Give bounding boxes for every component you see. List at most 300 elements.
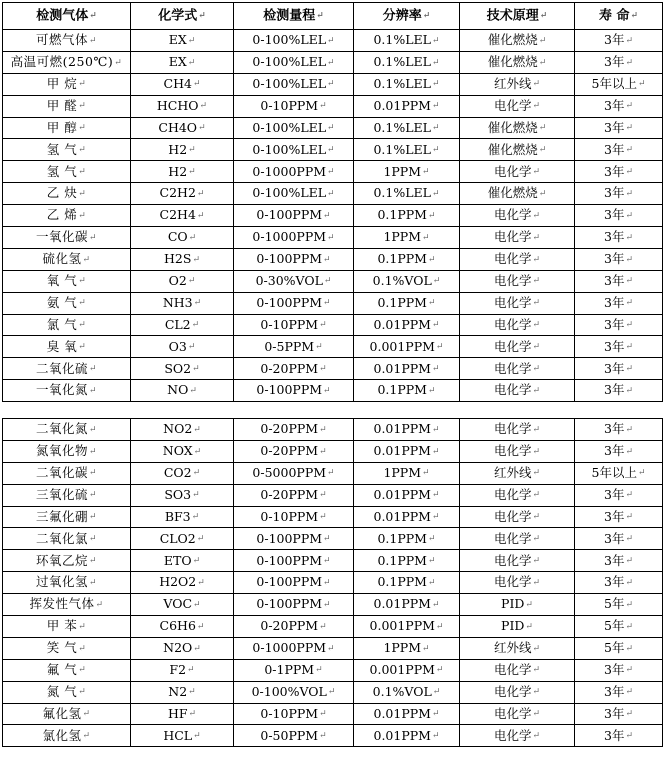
formula-cell — [131, 161, 234, 183]
lifespan-text: 3年 — [604, 508, 625, 524]
principle-text: 电化学 — [493, 486, 532, 502]
paragraph-mark-icon: ↵ — [196, 621, 205, 632]
principle-cell — [460, 440, 575, 462]
paragraph-mark-icon: ↵ — [525, 599, 533, 610]
paragraph-mark-icon: ↵ — [327, 123, 335, 134]
lifespan-cell — [575, 183, 663, 205]
gas-name-text: 环氧乙烷 — [35, 552, 88, 568]
range-cell — [234, 703, 354, 725]
paragraph-mark-icon: ↵ — [319, 621, 327, 632]
principle-text: 催化燃烧 — [487, 141, 538, 157]
paragraph-mark-icon: ↵ — [532, 468, 541, 479]
resolution-text: 0.1PPM — [377, 251, 427, 267]
range-text: 0-100%LEL — [252, 185, 327, 201]
paragraph-mark-icon: ↵ — [327, 468, 335, 479]
paragraph-mark-icon: ↵ — [192, 556, 201, 567]
paragraph-mark-icon: ↵ — [431, 490, 440, 501]
resolution-text: 0.1%LEL — [373, 141, 431, 157]
paragraph-mark-icon: ↵ — [193, 599, 201, 610]
range-text: 0-100PPM — [256, 294, 323, 310]
table-row — [3, 292, 663, 314]
resolution-text: 0.1%VOL — [372, 683, 432, 699]
resolution-cell — [354, 358, 460, 380]
formula-text: CLO2 — [159, 530, 196, 546]
paragraph-mark-icon: ↵ — [625, 424, 633, 435]
paragraph-mark-icon: ↵ — [625, 621, 633, 632]
resolution-cell — [354, 248, 460, 270]
table-row — [3, 51, 663, 73]
lifespan-text: 3年 — [604, 443, 625, 459]
paragraph-mark-icon: ↵ — [88, 424, 98, 435]
paragraph-mark-icon: ↵ — [316, 10, 324, 21]
paragraph-mark-icon: ↵ — [319, 709, 327, 720]
lifespan-cell — [575, 95, 663, 117]
table-row — [3, 248, 663, 270]
principle-text: 电化学 — [493, 294, 532, 310]
paragraph-mark-icon: ↵ — [188, 687, 196, 698]
paragraph-mark-icon: ↵ — [188, 709, 197, 720]
resolution-text: 0.001PPM — [369, 338, 435, 354]
lifespan-text: 3年 — [604, 32, 625, 48]
range-text: 0-10PPM — [260, 508, 319, 524]
gas-name-text: 氢 气 — [46, 141, 78, 157]
paragraph-mark-icon: ↵ — [625, 709, 633, 720]
gas-name-cell — [3, 205, 131, 227]
paragraph-mark-icon: ↵ — [88, 512, 98, 523]
formula-text: CH4O — [158, 119, 198, 135]
table-row — [3, 183, 663, 205]
paragraph-mark-icon: ↵ — [532, 385, 541, 396]
resolution-cell — [354, 51, 460, 73]
formula-text: SO3 — [164, 486, 192, 502]
paragraph-mark-icon: ↵ — [532, 687, 541, 698]
paragraph-mark-icon: ↵ — [198, 10, 206, 21]
paragraph-mark-icon: ↵ — [538, 123, 547, 134]
formula-text: H2 — [168, 141, 188, 157]
formula-cell — [131, 248, 234, 270]
paragraph-mark-icon: ↵ — [532, 643, 541, 654]
formula-cell — [131, 270, 234, 292]
principle-cell — [460, 506, 575, 528]
table-row — [3, 659, 663, 681]
paragraph-mark-icon: ↵ — [327, 35, 335, 46]
paragraph-mark-icon: ↵ — [431, 188, 440, 199]
paragraph-mark-icon: ↵ — [78, 621, 87, 632]
paragraph-mark-icon: ↵ — [637, 79, 646, 90]
range-text: 0-1000PPM — [252, 229, 327, 245]
header-range-cell — [234, 3, 354, 30]
range-cell — [234, 725, 354, 747]
table-row — [3, 30, 663, 52]
formula-text: H2O2 — [159, 574, 197, 590]
paragraph-mark-icon: ↵ — [625, 276, 633, 287]
paragraph-mark-icon: ↵ — [532, 101, 541, 112]
paragraph-mark-icon: ↵ — [192, 364, 200, 375]
paragraph-mark-icon: ↵ — [188, 167, 196, 178]
range-cell — [234, 462, 354, 484]
paragraph-mark-icon: ↵ — [532, 490, 541, 501]
resolution-cell — [354, 161, 460, 183]
principle-text: 电化学 — [493, 272, 532, 288]
resolution-cell — [354, 419, 460, 441]
paragraph-mark-icon: ↵ — [431, 709, 440, 720]
principle-text: 电化学 — [493, 382, 532, 398]
gas-name-cell — [3, 248, 131, 270]
paragraph-mark-icon: ↵ — [327, 145, 335, 156]
paragraph-mark-icon: ↵ — [625, 665, 633, 676]
lifespan-cell — [575, 248, 663, 270]
paragraph-mark-icon: ↵ — [88, 556, 98, 567]
paragraph-mark-icon: ↵ — [319, 731, 327, 742]
resolution-cell — [354, 336, 460, 358]
resolution-text: 0.1%VOL — [372, 272, 432, 288]
gas-name-cell — [3, 703, 131, 725]
paragraph-mark-icon: ↵ — [192, 254, 200, 265]
paragraph-mark-icon: ↵ — [78, 79, 87, 90]
paragraph-mark-icon: ↵ — [532, 577, 541, 588]
lifespan-text: 3年 — [604, 661, 625, 677]
lifespan-cell — [575, 380, 663, 402]
resolution-text: 0.1%LEL — [373, 75, 431, 91]
table-row — [3, 161, 663, 183]
lifespan-cell — [575, 292, 663, 314]
principle-cell — [460, 380, 575, 402]
gas-name-cell — [3, 117, 131, 139]
paragraph-mark-icon: ↵ — [88, 468, 98, 479]
gas-name-text: 甲 醛 — [46, 97, 78, 113]
formula-text: EX — [168, 54, 187, 70]
range-cell — [234, 659, 354, 681]
formula-text: VOC — [163, 596, 193, 612]
paragraph-mark-icon: ↵ — [315, 342, 323, 353]
table-row — [3, 205, 663, 227]
table-row — [3, 594, 663, 616]
lifespan-text: 3年 — [604, 705, 625, 721]
paragraph-mark-icon: ↵ — [625, 123, 633, 134]
paragraph-mark-icon: ↵ — [187, 57, 196, 68]
principle-text: 电化学 — [493, 530, 532, 546]
principle-text: 电化学 — [493, 338, 532, 354]
gas-name-cell — [3, 336, 131, 358]
lifespan-text: 3年 — [604, 316, 625, 332]
paragraph-mark-icon: ↵ — [78, 101, 87, 112]
gas-name-cell — [3, 358, 131, 380]
paragraph-mark-icon: ↵ — [431, 424, 440, 435]
gas-name-text: 氟化氢 — [42, 705, 82, 721]
resolution-cell — [354, 703, 460, 725]
paragraph-mark-icon: ↵ — [78, 167, 87, 178]
resolution-text: 0.01PPM — [373, 727, 431, 743]
range-text: 0-1PPM — [264, 661, 315, 677]
gas-name-cell — [3, 51, 131, 73]
paragraph-mark-icon: ↵ — [78, 123, 87, 134]
paragraph-mark-icon: ↵ — [427, 556, 436, 567]
paragraph-mark-icon: ↵ — [525, 621, 533, 632]
principle-cell — [460, 161, 575, 183]
gas-name-cell — [3, 292, 131, 314]
paragraph-mark-icon: ↵ — [198, 123, 206, 134]
principle-cell — [460, 117, 575, 139]
gas-name-text: 甲 苯 — [46, 618, 78, 634]
paragraph-mark-icon: ↵ — [88, 385, 98, 396]
paragraph-mark-icon: ↵ — [193, 731, 201, 742]
formula-text: H2 — [168, 163, 188, 179]
principle-cell — [460, 358, 575, 380]
paragraph-mark-icon: ↵ — [432, 687, 441, 698]
lifespan-cell — [575, 725, 663, 747]
formula-text: HCL — [163, 727, 193, 743]
paragraph-mark-icon: ↵ — [625, 101, 633, 112]
resolution-text: 0.1PPM — [377, 530, 427, 546]
range-cell — [234, 637, 354, 659]
formula-text: HF — [167, 705, 188, 721]
gas-name-text: 二氧化碳 — [35, 464, 88, 480]
range-cell — [234, 572, 354, 594]
gas-name-text: 可燃气体 — [35, 32, 88, 48]
paragraph-mark-icon: ↵ — [82, 709, 91, 720]
lifespan-cell — [575, 51, 663, 73]
principle-text: 红外线 — [493, 464, 532, 480]
paragraph-mark-icon: ↵ — [323, 534, 331, 545]
paragraph-mark-icon: ↵ — [78, 342, 87, 353]
paragraph-mark-icon: ↵ — [625, 731, 633, 742]
formula-text: N2O — [163, 640, 193, 656]
range-cell — [234, 616, 354, 638]
paragraph-mark-icon: ↵ — [532, 276, 541, 287]
lifespan-cell — [575, 572, 663, 594]
paragraph-mark-icon: ↵ — [323, 385, 331, 396]
paragraph-mark-icon: ↵ — [532, 709, 541, 720]
resolution-text: 0.01PPM — [373, 596, 431, 612]
paragraph-mark-icon: ↵ — [192, 490, 200, 501]
header-gas-name-cell — [3, 3, 131, 30]
paragraph-mark-icon: ↵ — [625, 512, 633, 523]
paragraph-mark-icon: ↵ — [327, 188, 335, 199]
range-text: 0-100PPM — [256, 530, 323, 546]
gas-name-text: 氮 气 — [46, 683, 78, 699]
lifespan-cell — [575, 161, 663, 183]
formula-cell — [131, 117, 234, 139]
gas-name-cell — [3, 681, 131, 703]
paragraph-mark-icon: ↵ — [538, 145, 547, 156]
paragraph-mark-icon: ↵ — [431, 101, 440, 112]
header-resolution-cell — [354, 3, 460, 30]
gas-name-text: 氮氧化物 — [35, 443, 88, 459]
paragraph-mark-icon: ↵ — [532, 232, 541, 243]
paragraph-mark-icon: ↵ — [625, 35, 633, 46]
paragraph-mark-icon: ↵ — [427, 385, 436, 396]
range-cell — [234, 205, 354, 227]
range-cell — [234, 73, 354, 95]
resolution-cell — [354, 440, 460, 462]
range-text: 0-20PPM — [260, 443, 319, 459]
formula-cell — [131, 725, 234, 747]
paragraph-mark-icon: ↵ — [196, 210, 205, 221]
range-cell — [234, 484, 354, 506]
lifespan-cell — [575, 205, 663, 227]
gas-name-cell — [3, 440, 131, 462]
formula-text: NH3 — [162, 294, 193, 310]
lifespan-cell — [575, 73, 663, 95]
resolution-cell — [354, 183, 460, 205]
lifespan-text: 3年 — [604, 338, 625, 354]
principle-text: 红外线 — [493, 640, 532, 656]
paragraph-mark-icon: ↵ — [532, 364, 541, 375]
formula-text: NO — [167, 382, 189, 398]
range-text: 0-100%LEL — [252, 141, 327, 157]
gas-name-cell — [3, 594, 131, 616]
principle-text: 红外线 — [493, 75, 532, 91]
gas-name-cell — [3, 484, 131, 506]
paragraph-mark-icon: ↵ — [78, 188, 87, 199]
range-text: 0-5000PPM — [252, 464, 327, 480]
table-row — [3, 462, 663, 484]
range-cell — [234, 139, 354, 161]
range-cell — [234, 292, 354, 314]
gas-name-text: 三氟化硼 — [35, 508, 88, 524]
formula-text: F2 — [169, 661, 187, 677]
resolution-text: 0.01PPM — [373, 316, 431, 332]
lifespan-text: 3年 — [604, 207, 625, 223]
lifespan-cell — [575, 594, 663, 616]
paragraph-mark-icon: ↵ — [199, 101, 208, 112]
range-cell — [234, 30, 354, 52]
paragraph-mark-icon: ↵ — [323, 254, 331, 265]
paragraph-mark-icon: ↵ — [625, 188, 633, 199]
principle-cell — [460, 462, 575, 484]
paragraph-mark-icon: ↵ — [187, 665, 195, 676]
gas-name-cell — [3, 270, 131, 292]
lifespan-text: 3年 — [604, 530, 625, 546]
gas-name-text: 三氧化硫 — [35, 486, 88, 502]
paragraph-mark-icon: ↵ — [78, 687, 87, 698]
gas-name-cell — [3, 616, 131, 638]
principle-text: PID — [501, 596, 525, 612]
gas-name-text: 氨 气 — [46, 294, 78, 310]
paragraph-mark-icon: ↵ — [625, 490, 633, 501]
lifespan-cell — [575, 462, 663, 484]
gas-name-text: 一氧化氮 — [35, 382, 88, 398]
paragraph-mark-icon: ↵ — [625, 232, 633, 243]
lifespan-text: 3年 — [604, 251, 625, 267]
paragraph-mark-icon: ↵ — [625, 342, 633, 353]
principle-text: 催化燃烧 — [487, 185, 538, 201]
principle-text: 电化学 — [493, 508, 532, 524]
paragraph-mark-icon: ↵ — [196, 188, 205, 199]
table-row — [3, 314, 663, 336]
lifespan-cell — [575, 270, 663, 292]
lifespan-cell — [575, 616, 663, 638]
formula-cell — [131, 380, 234, 402]
paragraph-mark-icon: ↵ — [78, 145, 87, 156]
header-resolution-text: 分辨率 — [382, 8, 422, 24]
paragraph-mark-icon: ↵ — [431, 599, 440, 610]
range-text: 0-20PPM — [260, 618, 319, 634]
paragraph-mark-icon: ↵ — [625, 254, 633, 265]
principle-text: 电化学 — [493, 661, 532, 677]
lifespan-text: 3年 — [604, 185, 625, 201]
principle-cell — [460, 248, 575, 270]
paragraph-mark-icon: ↵ — [637, 468, 646, 479]
paragraph-mark-icon: ↵ — [422, 643, 430, 654]
gas-name-text: 挥发性气体 — [29, 596, 95, 612]
formula-cell — [131, 183, 234, 205]
header-formula-text: 化学式 — [158, 8, 198, 24]
paragraph-mark-icon: ↵ — [188, 232, 197, 243]
principle-text: 电化学 — [493, 316, 532, 332]
gas-name-text: 臭 氧 — [46, 338, 78, 354]
principle-text: 电化学 — [493, 552, 532, 568]
paragraph-mark-icon: ↵ — [319, 490, 327, 501]
paragraph-mark-icon: ↵ — [88, 446, 98, 457]
header-principle-text: 技术原理 — [486, 8, 539, 24]
lifespan-cell — [575, 528, 663, 550]
table-row — [3, 95, 663, 117]
resolution-text: 0.1%LEL — [373, 119, 431, 135]
range-text: 0-20PPM — [260, 360, 319, 376]
paragraph-mark-icon: ↵ — [431, 731, 440, 742]
header-range-text: 检测量程 — [263, 8, 316, 24]
formula-text: C2H2 — [159, 185, 196, 201]
formula-text: ETO — [163, 552, 192, 568]
range-cell — [234, 314, 354, 336]
resolution-text: 0.01PPM — [373, 508, 431, 524]
paragraph-mark-icon: ↵ — [327, 687, 336, 698]
paragraph-mark-icon: ↵ — [323, 577, 331, 588]
paragraph-mark-icon: ↵ — [431, 123, 440, 134]
paragraph-mark-icon: ↵ — [323, 298, 331, 309]
gas-name-cell — [3, 528, 131, 550]
resolution-text: 1PPM — [383, 640, 422, 656]
formula-text: O2 — [168, 272, 187, 288]
table-row — [3, 572, 663, 594]
gas-name-cell — [3, 95, 131, 117]
table-row — [3, 528, 663, 550]
resolution-cell — [354, 117, 460, 139]
paragraph-mark-icon: ↵ — [532, 556, 541, 567]
resolution-cell — [354, 637, 460, 659]
lifespan-text: 3年 — [604, 294, 625, 310]
paragraph-mark-icon: ↵ — [192, 468, 201, 479]
paragraph-mark-icon: ↵ — [532, 298, 541, 309]
principle-cell — [460, 227, 575, 249]
table-row — [3, 117, 663, 139]
paragraph-mark-icon: ↵ — [431, 79, 440, 90]
resolution-text: 0.1PPM — [377, 552, 427, 568]
resolution-text: 0.01PPM — [373, 443, 431, 459]
range-text: 0-100PPM — [256, 207, 323, 223]
paragraph-mark-icon: ↵ — [327, 643, 335, 654]
paragraph-mark-icon: ↵ — [197, 577, 205, 588]
resolution-text: 0.1PPM — [377, 382, 427, 398]
resolution-text: 0.1PPM — [377, 207, 427, 223]
formula-cell — [131, 139, 234, 161]
gas-spec-table-2 — [2, 418, 663, 747]
resolution-text: 0.01PPM — [373, 97, 431, 113]
paragraph-mark-icon: ↵ — [319, 320, 327, 331]
paragraph-mark-icon: ↵ — [192, 79, 201, 90]
paragraph-mark-icon: ↵ — [435, 621, 444, 632]
paragraph-mark-icon: ↵ — [422, 232, 430, 243]
paragraph-mark-icon: ↵ — [538, 57, 547, 68]
formula-cell — [131, 292, 234, 314]
resolution-text: 0.01PPM — [373, 421, 431, 437]
gas-name-cell — [3, 139, 131, 161]
paragraph-mark-icon: ↵ — [95, 599, 104, 610]
lifespan-text: 3年 — [604, 574, 625, 590]
paragraph-mark-icon: ↵ — [78, 665, 87, 676]
range-cell — [234, 248, 354, 270]
